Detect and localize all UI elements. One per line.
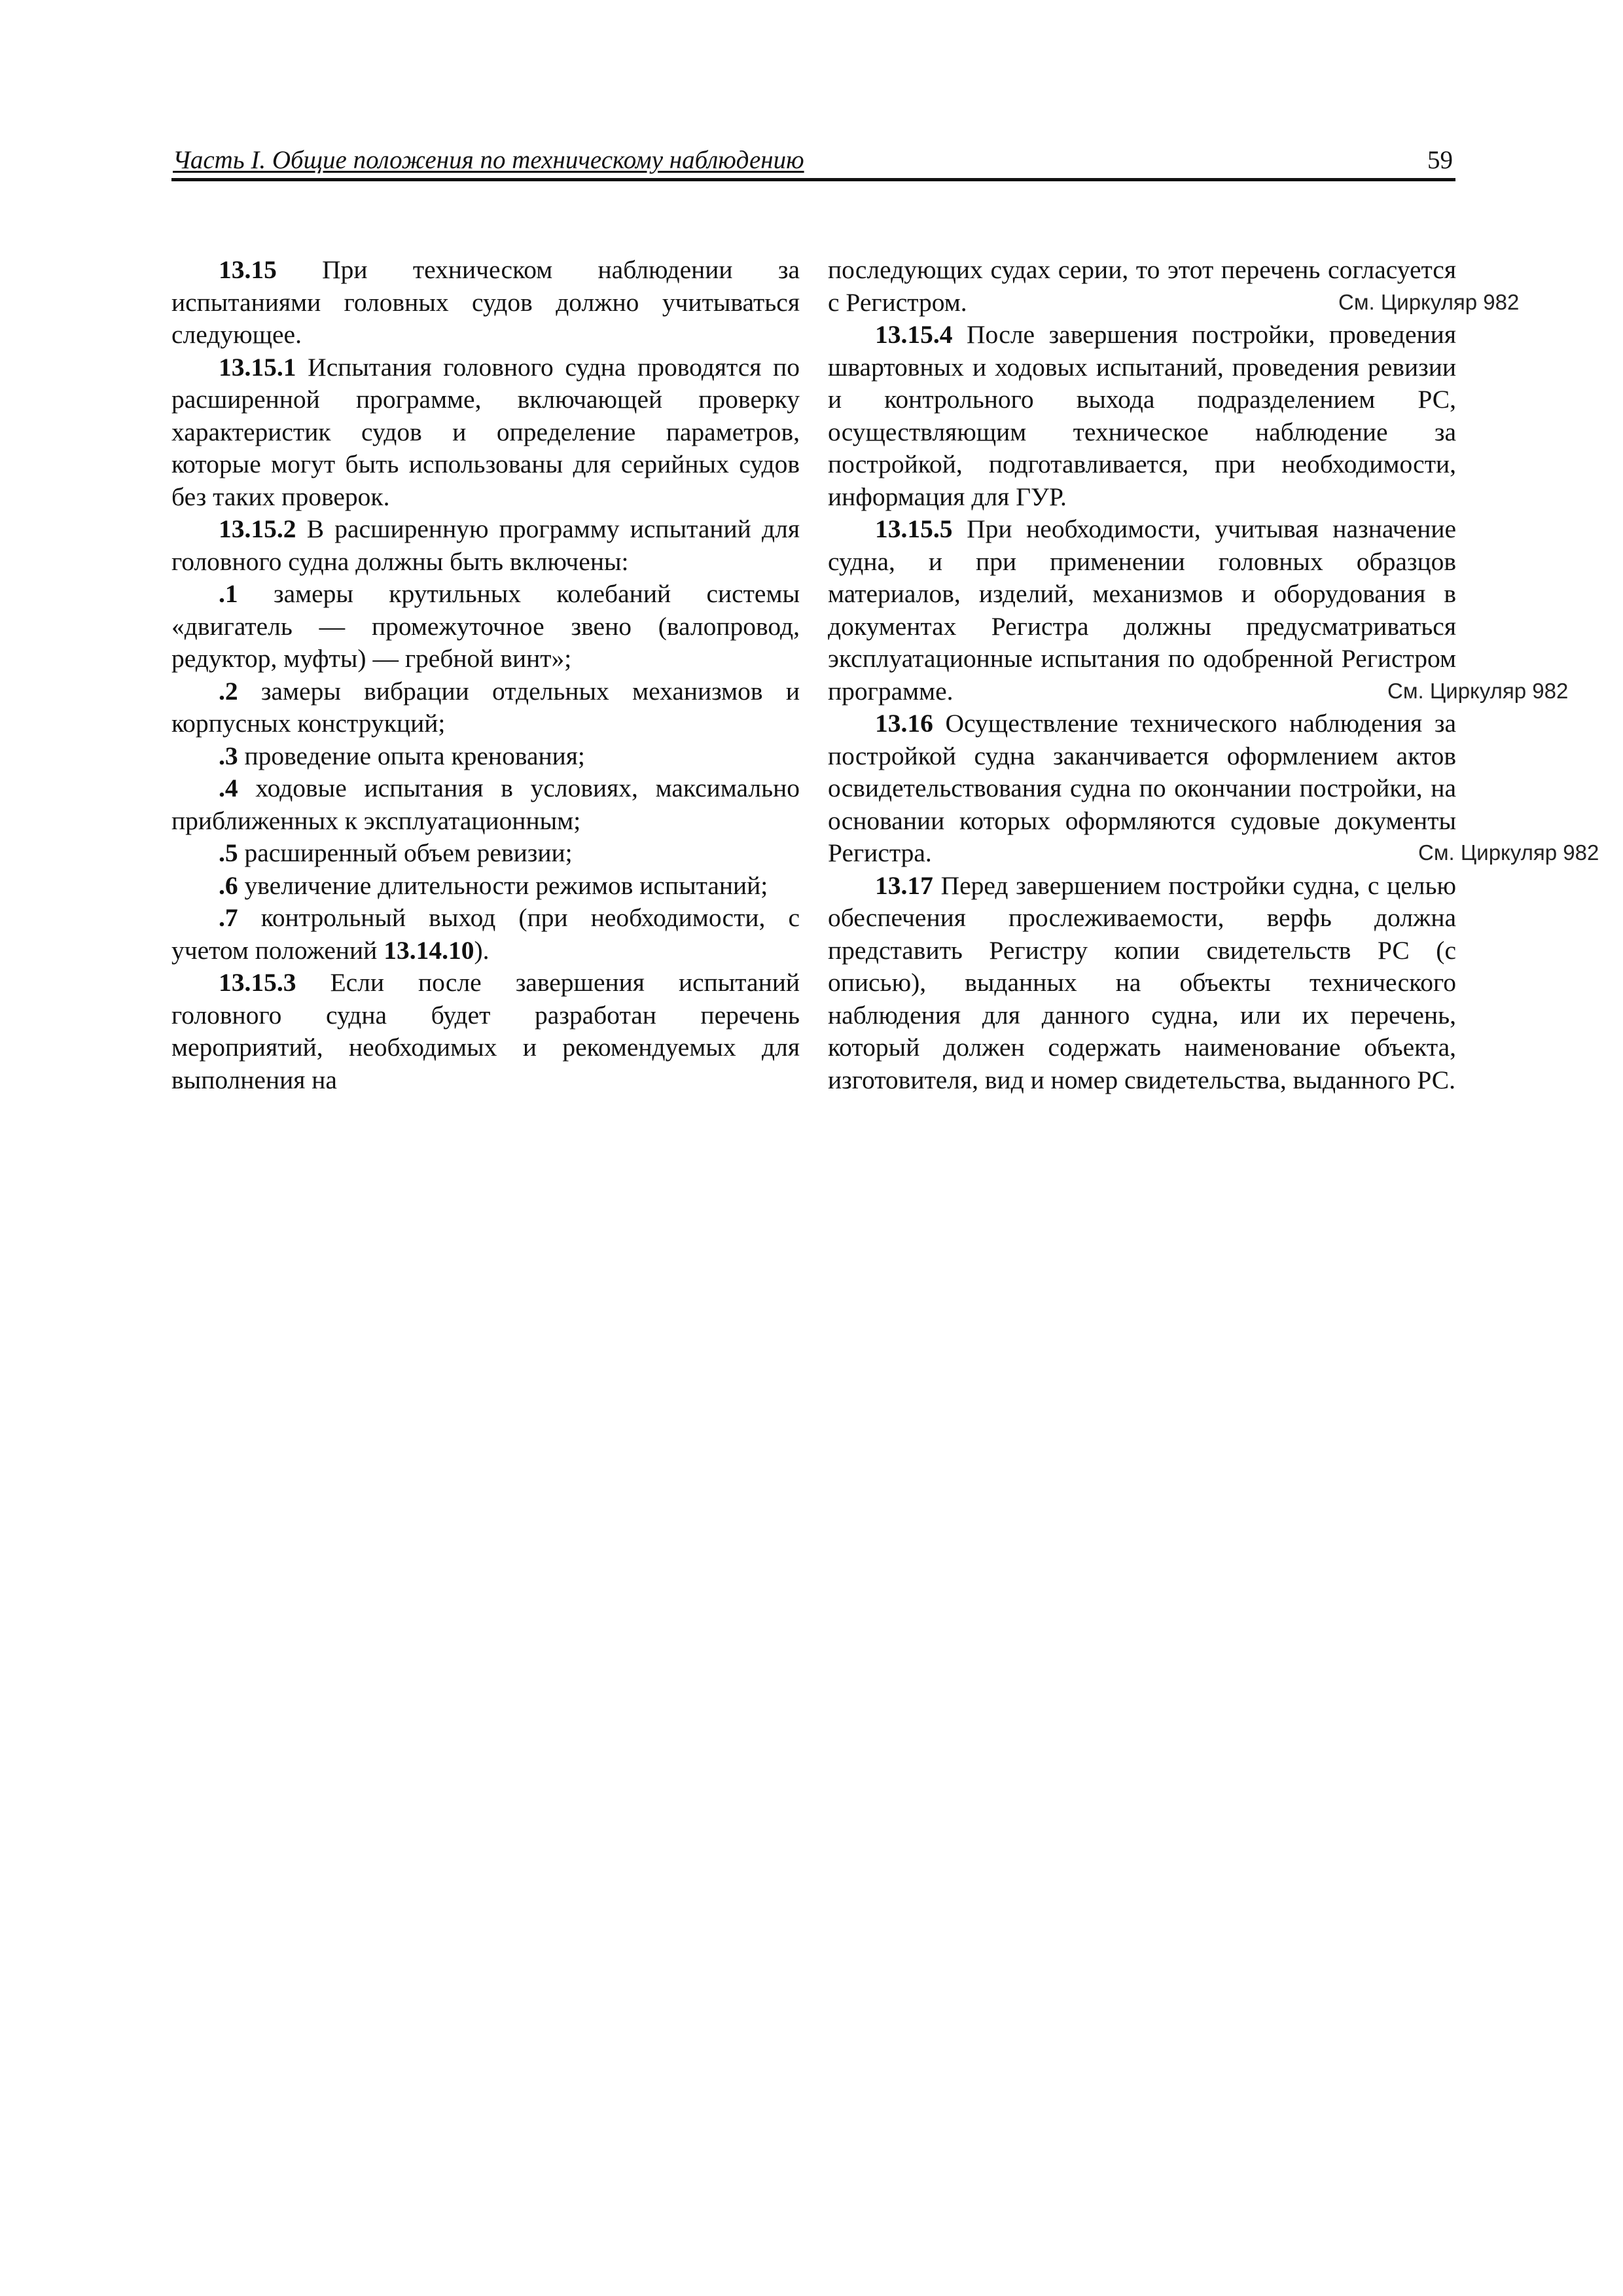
section-number: 13.17 xyxy=(875,870,933,900)
paragraph-13-15 xyxy=(171,254,800,351)
section-number: 13.15.1 xyxy=(219,352,296,382)
paragraph-text: Испытания головного судна проводятся по расширенной программе, включающей проверку характеристик судов и определение параметров, которые могут быть использованы для серийных судов без таких проверок. xyxy=(171,352,800,511)
item-text: контрольный выход (при необходимости, с учетом положений xyxy=(171,903,800,965)
item-text: расширенный объем ревизии; xyxy=(238,838,573,867)
paragraph-text: При техническом наблюдении за испытаниями головных судов должно учитываться следующее. xyxy=(171,255,800,349)
circular-reference-note: См. Циркуляр 982 xyxy=(1418,840,1599,865)
cross-reference: 13.14.10 xyxy=(383,935,474,965)
item-text: замеры вибрации отдельных механизмов и корпусных конструкций; xyxy=(171,676,800,738)
list-item-3 xyxy=(171,740,800,773)
item-number: .1 xyxy=(219,579,238,608)
paragraph-13-15-1 xyxy=(171,351,800,514)
left-column xyxy=(171,254,800,1096)
item-text: проведение опыта кренования; xyxy=(238,741,585,770)
item-text: увеличение длительности режимов испытаний; xyxy=(238,870,768,900)
running-header xyxy=(171,144,1455,181)
part-title: Часть I. Общие положения по техническому наблюдению xyxy=(173,146,804,174)
list-item-2 xyxy=(171,675,800,740)
item-number: .6 xyxy=(219,870,238,900)
section-number: 13.15.3 xyxy=(219,968,296,997)
section-number: 13.15.4 xyxy=(875,320,953,349)
paragraph-text: При необходимости, учитывая назначение судна, и при применении головных образцов материалов, изделий, механизмов и оборудования в документах Регистра должны предусматриваться эксплуатационные испытания по одобренной Регистром программе. xyxy=(828,514,1456,706)
paragraph-text: Если после завершения испытаний головного судна будет разработан перечень мероприятий, необходимых и рекомендуемых для выполнения на xyxy=(171,968,800,1094)
page-number: 59 xyxy=(1427,146,1453,174)
paragraph-text: В расширенную программу испытаний для головного судна должны быть включены: xyxy=(171,514,800,576)
circular-reference-note: См. Циркуляр 982 xyxy=(1338,290,1520,314)
item-number: .7 xyxy=(219,903,238,932)
item-number: .5 xyxy=(219,838,238,867)
paragraph-text: Перед завершением постройки судна, с целью обеспечения прослеживаемости, верфь должна представить Регистру копии свидетельств РС (с описью), выданных на объекты технического наблюдения для данного судна, или их перечень, который должен содержать наименование объекта, изготовителя, вид и номер свидетельства, выданного РС. xyxy=(828,870,1456,1094)
section-number: 13.16 xyxy=(875,709,933,738)
paragraph-13-16 xyxy=(828,708,1599,870)
item-number: .2 xyxy=(219,676,238,706)
item-number: .4 xyxy=(219,774,238,802)
section-number: 13.15.5 xyxy=(875,514,953,543)
paragraph-13-15-5 xyxy=(828,513,1569,708)
circular-reference-note: См. Циркуляр 982 xyxy=(1387,679,1569,703)
paragraph-13-15-3-continued xyxy=(828,254,1520,319)
item-text: замеры крутильных колебаний системы «двигатель — промежуточное звено (валопровод, редуктор, муфты) — гребной винт»; xyxy=(171,579,800,673)
item-text-tail: ). xyxy=(474,935,490,965)
paragraph-13-15-4 xyxy=(828,319,1456,513)
list-item-6 xyxy=(171,870,800,903)
paragraph-13-15-3 xyxy=(171,967,800,1096)
paragraph-13-15-2 xyxy=(171,513,800,578)
paragraph-text: После завершения постройки, проведения швартовных и ходовых испытаний, проведения ревизии и контрольного выхода подразделением РС, осуществляющим техническое наблюдение за постройкой, подготавливается, при необходимости, информация для ГУР. xyxy=(828,320,1456,511)
section-number: 13.15.2 xyxy=(219,514,296,543)
list-item-4 xyxy=(171,772,800,837)
list-item-7 xyxy=(171,902,800,967)
paragraph-text: последующих судах серии, то этот перечень согласуется с Регистром. xyxy=(828,255,1456,317)
section-number: 13.15 xyxy=(219,255,277,284)
right-column xyxy=(828,254,1599,1096)
list-item-1 xyxy=(171,578,800,675)
paragraph-text: Осуществление технического наблюдения за постройкой судна заканчивается оформлением актов освидетельствования судна по окончании постройки, на основании которых оформляются судовые документы Регистра. xyxy=(828,709,1456,867)
list-item-5 xyxy=(171,837,800,870)
item-text: ходовые испытания в условиях, максимально приближенных к эксплуатационным; xyxy=(171,774,800,835)
item-number: .3 xyxy=(219,741,238,770)
paragraph-13-17 xyxy=(828,870,1456,1097)
